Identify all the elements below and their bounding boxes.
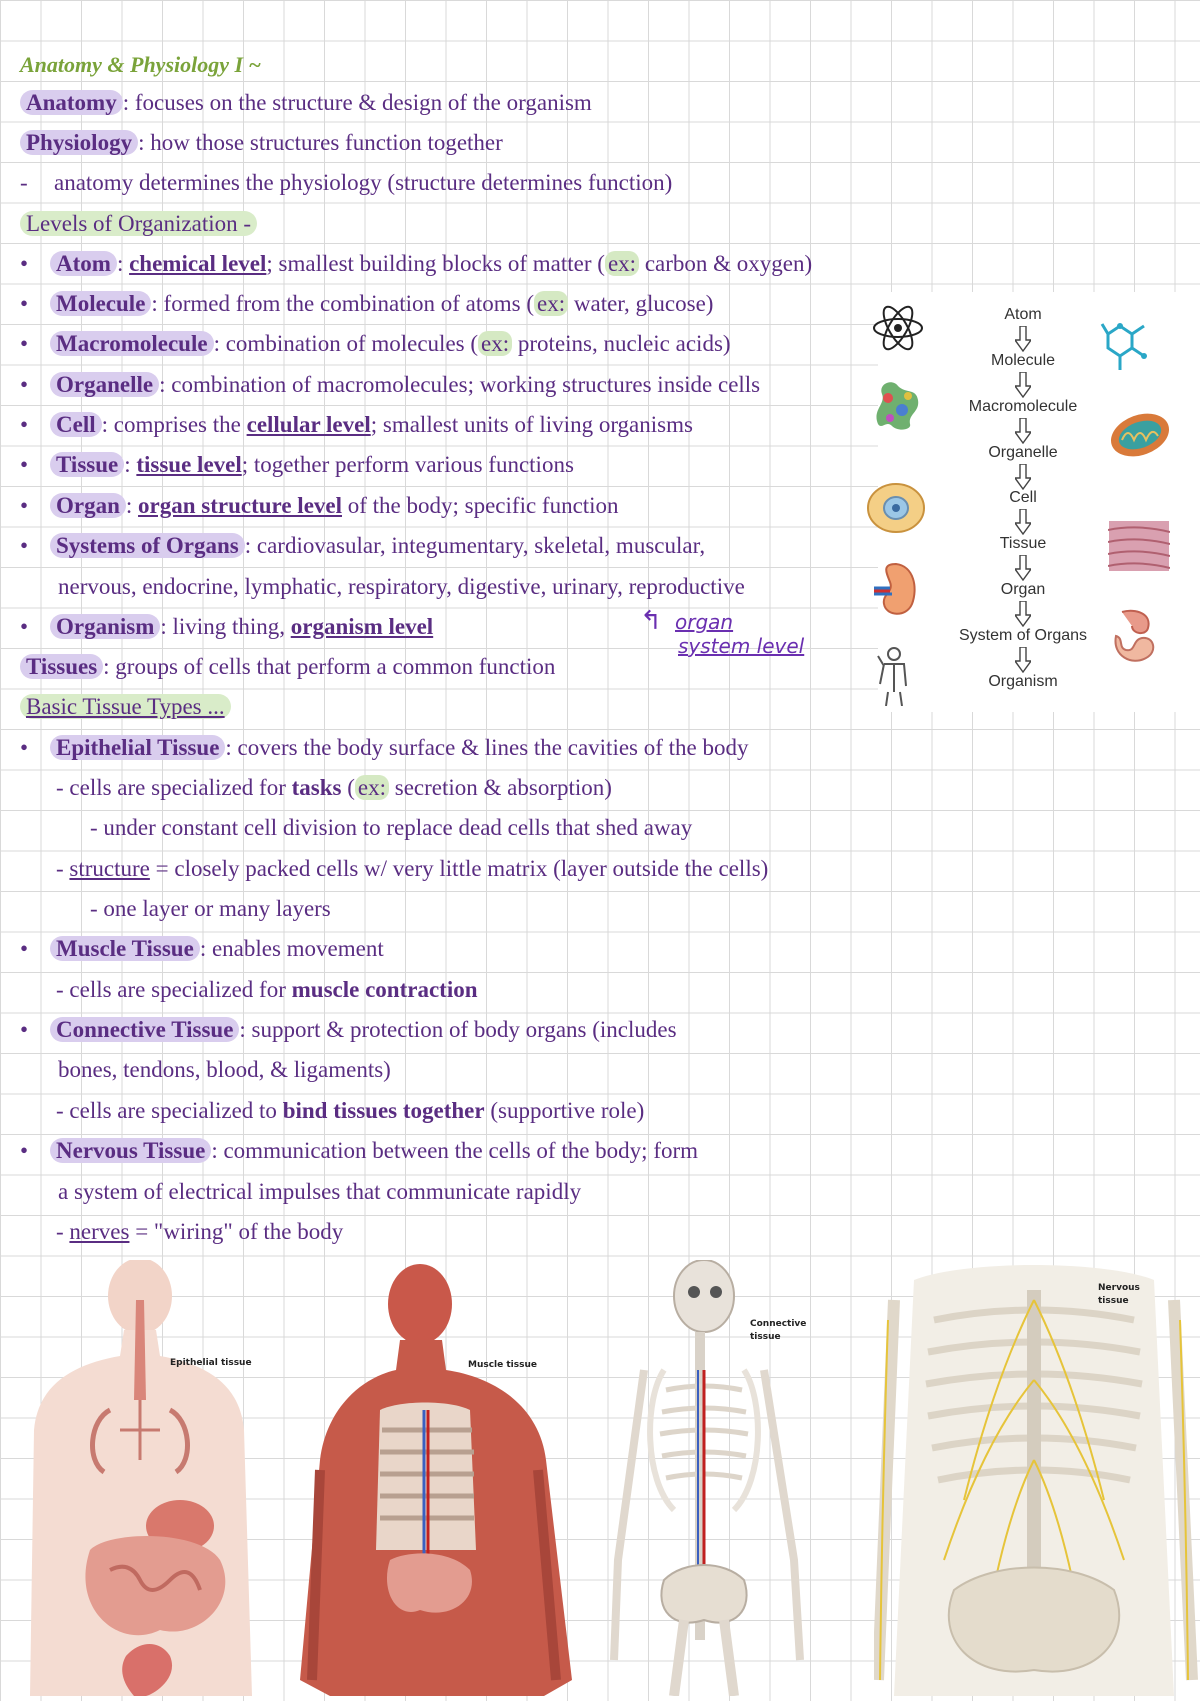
organ-colon: : [125, 493, 139, 518]
nervous-term: Nervous Tissue [50, 1138, 211, 1163]
anatomy-term: Anatomy [20, 90, 123, 115]
level-macromolecule [20, 329, 731, 359]
mitochondrion-icon [1108, 410, 1172, 460]
organ-link: organ structure level [138, 493, 342, 518]
muscle-sub-bold: muscle contraction [291, 977, 478, 1002]
physiology-definition [20, 128, 503, 158]
handwritten-arrow: ↰ [640, 606, 662, 636]
bullet: • [20, 1138, 29, 1163]
tissue-figures [0, 1260, 1200, 1696]
nervous-text: : communication between the cells of the body; form [211, 1138, 699, 1163]
systems-text: : cardiovasular, integumentary, skeletal, muscular, [244, 533, 706, 558]
tissue-link: tissue level [136, 452, 242, 477]
epithelial-text: : covers the body surface & lines the cavities of the body [225, 735, 749, 760]
human-figure-icon [872, 646, 916, 706]
physiology-term: Physiology [20, 130, 138, 155]
connective-sub [20, 1096, 644, 1126]
macromolecule-open: ( [464, 331, 479, 356]
macromolecule-term: Macromolecule [50, 331, 214, 356]
muscle-text: : enables movement [199, 936, 384, 961]
down-arrow-icon [1015, 647, 1031, 673]
tissues-term: Tissues [20, 654, 103, 679]
connective-cont [58, 1055, 391, 1085]
macromolecule-text: : combination of molecules [213, 331, 465, 356]
molecule-example: water, glucose) [568, 291, 714, 316]
molecule-term: Molecule [50, 291, 151, 316]
nervous-body-illustration [874, 1260, 1200, 1696]
systems-term: Systems of Organs [50, 533, 245, 558]
cell-text: : comprises the [101, 412, 247, 437]
down-arrow-icon [1015, 601, 1031, 627]
nervous-text2: a system of electrical impulses that communicate rapidly [58, 1179, 582, 1204]
atom-example: carbon & oxygen) [639, 251, 813, 276]
tissues-text: : groups of cells that perform a common function [103, 654, 556, 679]
levels-heading: Levels of Organization - [20, 211, 257, 236]
epithelial-term: Epithelial Tissue [50, 735, 225, 760]
tissues-definition [20, 652, 555, 682]
nervous-sub-post: = "wiring" of the body [129, 1219, 344, 1244]
connective-figure-label: Connective tissue [750, 1319, 807, 1342]
epithelial-item [20, 733, 749, 763]
ex-label: ex: [534, 291, 568, 316]
bullet: • [20, 452, 29, 477]
level-organism [20, 612, 433, 642]
bullet: • [20, 533, 29, 558]
physiology-text: : how those structures function together [138, 130, 503, 155]
diagram-level-molecule: Molecule [990, 352, 1056, 369]
ex-label: ex: [478, 331, 512, 356]
tissue-colon: : [124, 452, 137, 477]
levels-heading-line [20, 209, 257, 239]
organism-text: : living thing, [160, 614, 291, 639]
nervous-figure [874, 1260, 1200, 1696]
tissue-sample-icon [1108, 520, 1170, 572]
nervous-item [20, 1136, 698, 1166]
level-systems [20, 531, 705, 561]
level-tissue [20, 450, 574, 480]
connective-item [20, 1015, 677, 1045]
cell-text2: ; smallest units of living organisms [370, 412, 693, 437]
level-organ [20, 491, 619, 521]
muscle-figure [300, 1260, 600, 1696]
ex-label: ex: [605, 251, 639, 276]
organ-text: of the body; specific function [342, 493, 619, 518]
bullet: • [20, 251, 29, 276]
basic-tissue-heading: Basic Tissue Types ... [20, 694, 231, 719]
atom-text: ; smallest building blocks of matter [266, 251, 592, 276]
connective-text2: bones, tendons, blood, & ligaments) [58, 1057, 391, 1082]
kidney-organ-icon [870, 560, 922, 620]
level-systems-cont [58, 572, 745, 602]
anatomy-note-text: anatomy determines the physiology (structure determines function) [54, 170, 673, 195]
connective-sub-bold: bind tissues together [282, 1098, 485, 1123]
diagram-level-atom: Atom [1004, 306, 1042, 323]
epithelial-sub1 [20, 773, 612, 803]
bullet: • [20, 372, 29, 397]
down-arrow-icon [1015, 372, 1031, 398]
diagram-level-system: System of Organs [958, 627, 1088, 644]
organelle-text: : combination of macromolecules; working structures inside cells [159, 372, 761, 397]
handwritten-organ: organ [675, 610, 734, 634]
diagram-level-macromolecule: Macromolecule [968, 398, 1078, 415]
organ-term: Organ [50, 493, 126, 518]
epithelial-body-illustration [30, 1260, 270, 1696]
tissue-term: Tissue [50, 452, 124, 477]
atom-open: ( [591, 251, 605, 276]
levels-diagram [878, 292, 1200, 712]
atom-term: Atom [50, 251, 117, 276]
anatomy-text: : focuses on the structure & design of the organism [122, 90, 592, 115]
page-title-line [20, 50, 261, 80]
muscle-term: Muscle Tissue [50, 936, 200, 961]
muscle-figure-label: Muscle tissue [468, 1360, 537, 1370]
epithelial-sub1-bold: tasks [291, 775, 342, 800]
down-arrow-icon [1015, 509, 1031, 535]
bullet: • [20, 291, 29, 316]
page-title: Anatomy & Physiology I ~ [20, 52, 262, 77]
epithelial-sub3-post: = closely packed cells w/ very little matrix (layer outside the cells) [149, 856, 769, 881]
epithelial-figure-label: Epithelial tissue [170, 1358, 252, 1368]
bullet: • [20, 331, 29, 356]
down-arrow-icon [1015, 326, 1031, 352]
connective-term: Connective Tissue [50, 1017, 239, 1042]
bullet: • [20, 1017, 29, 1042]
down-arrow-icon [1015, 464, 1031, 490]
anatomy-note [20, 168, 672, 198]
ex-label: ex: [355, 775, 389, 800]
cell-icon [862, 478, 932, 538]
muscle-item [20, 934, 384, 964]
epithelial-sub4 [20, 894, 331, 924]
epithelial-sub2 [20, 813, 692, 843]
atom-colon: : [116, 251, 124, 276]
muscle-sub [20, 975, 478, 1005]
cell-link: cellular level [246, 412, 371, 437]
basic-heading-line [20, 692, 231, 722]
diagram-level-organelle: Organelle [988, 444, 1058, 461]
epithelial-sub2-text: - under constant cell division to replace dead cells that shed away [90, 815, 693, 840]
diagram-level-organ: Organ [1000, 581, 1046, 598]
nervous-cont [58, 1177, 581, 1207]
epithelial-sub1-open: ( [341, 775, 355, 800]
epithelial-sub3-link: structure [69, 856, 150, 881]
organism-term: Organism [50, 614, 160, 639]
dash-marker: - [20, 170, 28, 195]
level-cell [20, 410, 693, 440]
muscle-body-illustration [300, 1260, 600, 1696]
epithelial-sub1-post: secretion & absorption) [389, 775, 612, 800]
epithelial-sub3 [20, 854, 768, 884]
bullet: • [20, 614, 29, 639]
tissue-text: ; together perform various functions [241, 452, 574, 477]
organism-link: organism level [290, 614, 434, 639]
level-atom [20, 249, 812, 279]
organelle-term: Organelle [50, 372, 159, 397]
macromolecule-icon [868, 374, 924, 434]
diagram-level-cell: Cell [1009, 489, 1037, 506]
systems-text2: nervous, endocrine, lymphatic, respiratory, digestive, urinary, reproductive [58, 574, 745, 599]
down-arrow-icon [1015, 555, 1031, 581]
anatomy-definition [20, 88, 592, 118]
epithelial-sub4-text: - one layer or many layers [90, 896, 331, 921]
nervous-sub [20, 1217, 343, 1247]
connective-figure [604, 1260, 824, 1696]
diagram-level-tissue: Tissue [999, 535, 1047, 552]
bullet: • [20, 493, 29, 518]
level-molecule [20, 289, 713, 319]
epithelial-figure [30, 1260, 270, 1696]
bullet: • [20, 735, 29, 760]
nervous-sub-link: nerves [69, 1219, 130, 1244]
connective-sub-pre: - cells are specialized to [56, 1098, 283, 1123]
muscle-sub-pre: - cells are specialized for [56, 977, 292, 1002]
bullet: • [20, 412, 29, 437]
atom-icon [870, 300, 926, 356]
cell-term: Cell [50, 412, 102, 437]
bullet: • [20, 936, 29, 961]
molecule-open: ( [520, 291, 535, 316]
level-organelle [20, 370, 760, 400]
epithelial-sub3-pre: - [56, 856, 70, 881]
down-arrow-icon [1015, 418, 1031, 444]
diagram-level-organism: Organism [988, 673, 1058, 690]
atom-link: chemical level [129, 251, 267, 276]
handwritten-system-level: system level [678, 634, 805, 658]
molecule-text: : formed from the combination of atoms [151, 291, 521, 316]
connective-sub-post: (supportive role) [484, 1098, 645, 1123]
nervous-sub-pre: - [56, 1219, 70, 1244]
macromolecule-example: proteins, nucleic acids) [512, 331, 731, 356]
connective-text: : support & protection of body organs (includes [239, 1017, 677, 1042]
epithelial-sub1-pre: - cells are specialized for [56, 775, 292, 800]
molecule-structure-icon [1098, 314, 1154, 376]
digestive-system-icon [1102, 606, 1164, 668]
nervous-figure-label: Nervous tissue [1098, 1283, 1140, 1306]
